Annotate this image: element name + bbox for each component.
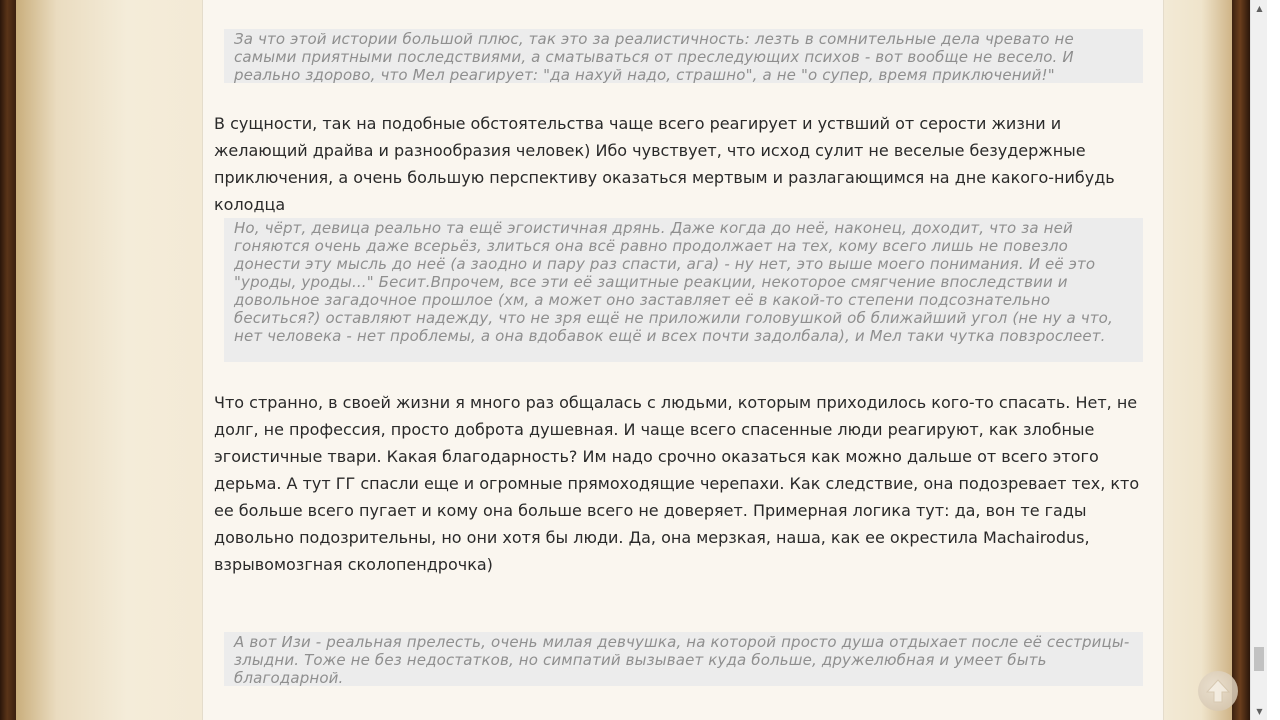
scrollbar-thumb[interactable] [1254, 647, 1264, 671]
review-quote: За что этой истории большой плюс, так это за реалистичность: лезть в сомнительные дела чревато не самыми приятными последствиями, а сматываться от преследующих психов - вот вообще не весело. И реально здорово, что Мел реагирует: "да нахуй надо, страшно", а не "о супер, время приключений!" [224, 29, 1143, 83]
page-frame-left [0, 0, 16, 720]
parchment-background-right [1164, 0, 1232, 720]
review-paragraph: Что странно, в своей жизни я много раз общалась с людьми, которым приходилось кого-то спасать. Нет, не долг, не профессия, просто доброта душевная. И чаще всего спасенные люди реагируют, как злобные эгоистичные твари. Какая благодарность? Им надо срочно оказаться как можно дальше от всего этого дерьма. А тут ГГ спасли еще и огромные прямоходящие черепахи. Как следствие, она подозревает тех, кто ее больше всего пугает и кому она больше всего не доверяет. Примерная логика тут: да, вон те гады довольно подозрительны, но они хотя бы люди. Да, она мерзкая, наша, как ее окрестила Machairodus, взрывомозгная сколопендрочка) [214, 393, 1140, 574]
review-paragraph: В сущности, так на подобные обстоятельства чаще всего реагирует и уствший от серости жизни и желающий драйва и разнообразия человек) Ибо чувствует, что исход сулит не веселые безудержные приключения, а очень большую перспективу оказаться мертвым и разлагающимся на дне какого-нибудь колодца [214, 114, 1115, 214]
scroll-up-arrow[interactable]: ▲ [1256, 4, 1263, 13]
arrow-up-icon [1198, 671, 1238, 711]
vertical-scrollbar[interactable] [1250, 0, 1267, 720]
scroll-down-arrow[interactable]: ▼ [1256, 707, 1263, 716]
window-edge [1267, 0, 1280, 720]
review-content [202, 0, 1164, 720]
review-quote: Но, чёрт, девица реально та ещё эгоистичная дрянь. Даже когда до неё, наконец, доходит, что за ней гоняются очень даже всерьёз, злиться она всё равно продолжает на тех, кому всего лишь не повезло донести эту мысль до неё (а заодно и пару раз спасти, ага) - ну нет, это выше моего понимания. И её это "уроды, уроды..." Бесит.Впрочем, все эти её защитные реакции, некоторое смягчение впоследствии и довольное загадочное прошлое (хм, а может оно заставляет её в какой-то степени подсознательно беситься?) оставляют надежду, что не зря ещё не приложили головушкой об ближайший угол (не ну а что, нет человека - нет проблемы, а она вдобавок ещё и всех почти задолбала), и Мел таки чутка повзрослеет. [224, 218, 1143, 362]
back-to-top-button[interactable] [1198, 671, 1238, 711]
page-frame-right [1232, 0, 1250, 720]
parchment-background-left [16, 0, 202, 720]
next-section-heading [214, 710, 514, 720]
review-quote: А вот Изи - реальная прелесть, очень милая девчушка, на которой просто душа отдыхает после её сестрицы-злыдни. Тоже не без недостатков, но симпатий вызывает куда больше, дружелюбная и умеет быть благодарной. [224, 632, 1143, 686]
